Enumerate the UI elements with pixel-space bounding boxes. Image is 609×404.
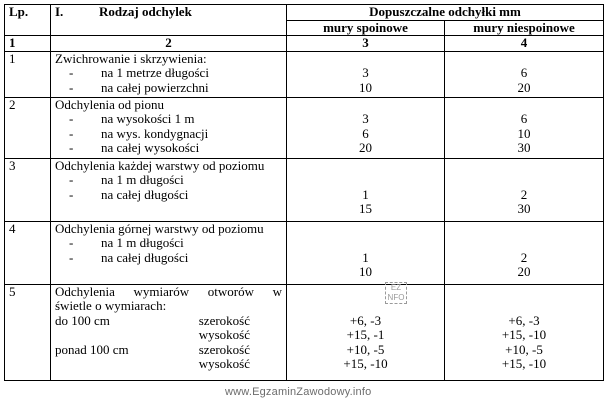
list-dash: -	[69, 79, 74, 95]
value-cell: 3	[362, 65, 369, 80]
row-niespoinowe	[445, 284, 604, 380]
range-label: ponad 100 cm	[55, 341, 129, 357]
value-cell: 15	[359, 201, 372, 216]
row-lp: 2	[5, 97, 51, 158]
row-spoinowe	[287, 284, 445, 380]
row-title-line2: świetle o wymiarach:	[55, 298, 167, 313]
table-row	[5, 97, 604, 158]
row-spoinowe	[287, 51, 445, 97]
value-cell: 6	[520, 65, 528, 80]
list-item: na 1 m długości	[101, 235, 184, 250]
header-dopuszczalne: Dopuszczalne odchyłki mm	[287, 5, 604, 21]
title-word: w	[272, 283, 282, 299]
list-item: na całej długości	[101, 186, 189, 202]
row-spoinowe	[287, 97, 445, 158]
deviations-table	[4, 4, 604, 381]
value-cell: 20	[517, 79, 531, 95]
table-row	[5, 284, 604, 380]
value-cell: 1	[362, 249, 369, 265]
value-cell: 30	[517, 140, 531, 155]
title-word: otworów	[207, 283, 254, 299]
num-col-2: 2	[51, 36, 287, 52]
table-row	[5, 221, 604, 284]
list-dash: -	[69, 172, 74, 187]
value-cell: 1	[362, 186, 369, 202]
title-word: Odchylenia	[55, 283, 115, 299]
list-item: na całej długości	[101, 249, 189, 265]
row-niespoinowe	[445, 221, 604, 284]
row-description	[51, 221, 287, 284]
value-cell: 10	[359, 79, 372, 95]
num-col-1: 1	[5, 36, 51, 52]
row-spoinowe	[287, 158, 445, 221]
value-cell: 10	[517, 125, 531, 141]
list-item: na całej powierzchni	[101, 79, 209, 95]
row-description	[51, 284, 287, 380]
value-cell: +6, -3	[349, 312, 382, 328]
row-lp: 4	[5, 221, 51, 284]
dimension-label: szerokość	[198, 312, 250, 328]
range-label	[55, 328, 150, 343]
row-lp: 1	[5, 51, 51, 97]
list-dash: -	[69, 235, 74, 250]
row-title	[55, 285, 282, 300]
list-item: na całej wysokości	[101, 140, 200, 155]
value-cell: 2	[520, 186, 528, 202]
list-dash: -	[69, 65, 74, 80]
list-dash: -	[69, 249, 74, 265]
row-lp: 5	[5, 284, 51, 380]
row-spoinowe	[287, 221, 445, 284]
table-row	[5, 158, 604, 221]
row-description	[51, 97, 287, 158]
header-rodzaj-label: Rodzaj odchylek	[99, 4, 192, 19]
list-dash: -	[69, 140, 74, 155]
table-row	[5, 51, 604, 97]
range-label	[55, 357, 150, 372]
value-cell: 20	[517, 264, 531, 279]
value-cell: 30	[517, 201, 531, 216]
dimension-label: szerokość	[198, 341, 250, 357]
list-item: na wysokości 1 m	[101, 111, 195, 126]
value-cell: +15, -1	[346, 327, 385, 342]
header-lp: Lp.	[5, 5, 51, 36]
value-cell: +15, -10	[343, 356, 388, 371]
value-cell: +10, -5	[346, 341, 385, 357]
row-niespoinowe	[445, 158, 604, 221]
value-cell: 2	[520, 249, 528, 265]
list-dash: -	[69, 186, 74, 202]
value-cell: 6	[520, 111, 528, 126]
value-cell: +6, -3	[508, 312, 540, 328]
value-cell: 20	[359, 140, 372, 155]
value-cell: +15, -10	[501, 327, 547, 342]
list-item: na wys. kondygnacji	[101, 125, 209, 141]
row-lp: 3	[5, 158, 51, 221]
dimension-label: wysokość	[198, 356, 250, 371]
range-label: do 100 cm	[55, 312, 110, 328]
list-dash: -	[69, 111, 74, 126]
row-description	[51, 158, 287, 221]
value-cell: 6	[362, 125, 369, 141]
value-cell: 3	[362, 111, 369, 126]
row-title: Odchylenia górnej warstwy od poziomu	[55, 220, 264, 236]
header-rodzaj	[51, 5, 287, 36]
row-description	[51, 51, 287, 97]
value-cell: 10	[359, 264, 372, 279]
header-mury-niespoinowe: mury niespoinowe	[445, 20, 604, 36]
row-title: Odchylenia każdej warstwy od poziomu	[55, 157, 265, 173]
row-title: Zwichrowanie i skrzywienia:	[55, 50, 207, 66]
list-item: na 1 m długości	[101, 172, 184, 187]
list-dash: -	[69, 125, 74, 141]
num-col-4: 4	[445, 36, 604, 52]
watermark-stamp-icon: EZ NFO	[385, 282, 407, 304]
value-cell: +10, -5	[505, 341, 543, 357]
dimension-label: wysokość	[198, 327, 250, 342]
title-word: wymiarów	[133, 283, 190, 299]
header-row-top	[5, 5, 604, 21]
value-cell: +15, -10	[501, 356, 547, 371]
numbering-row	[5, 36, 604, 52]
watermark: www.EgzaminZawodowy.info	[225, 386, 372, 398]
num-col-3: 3	[287, 36, 445, 52]
header-section-num: I.	[55, 4, 64, 19]
header-mury-spoinowe: mury spoinowe	[287, 20, 445, 36]
row-title: Odchylenia od pionu	[55, 96, 165, 112]
list-item: na 1 metrze długości	[101, 65, 209, 80]
row-niespoinowe	[445, 51, 604, 97]
row-niespoinowe	[445, 97, 604, 158]
